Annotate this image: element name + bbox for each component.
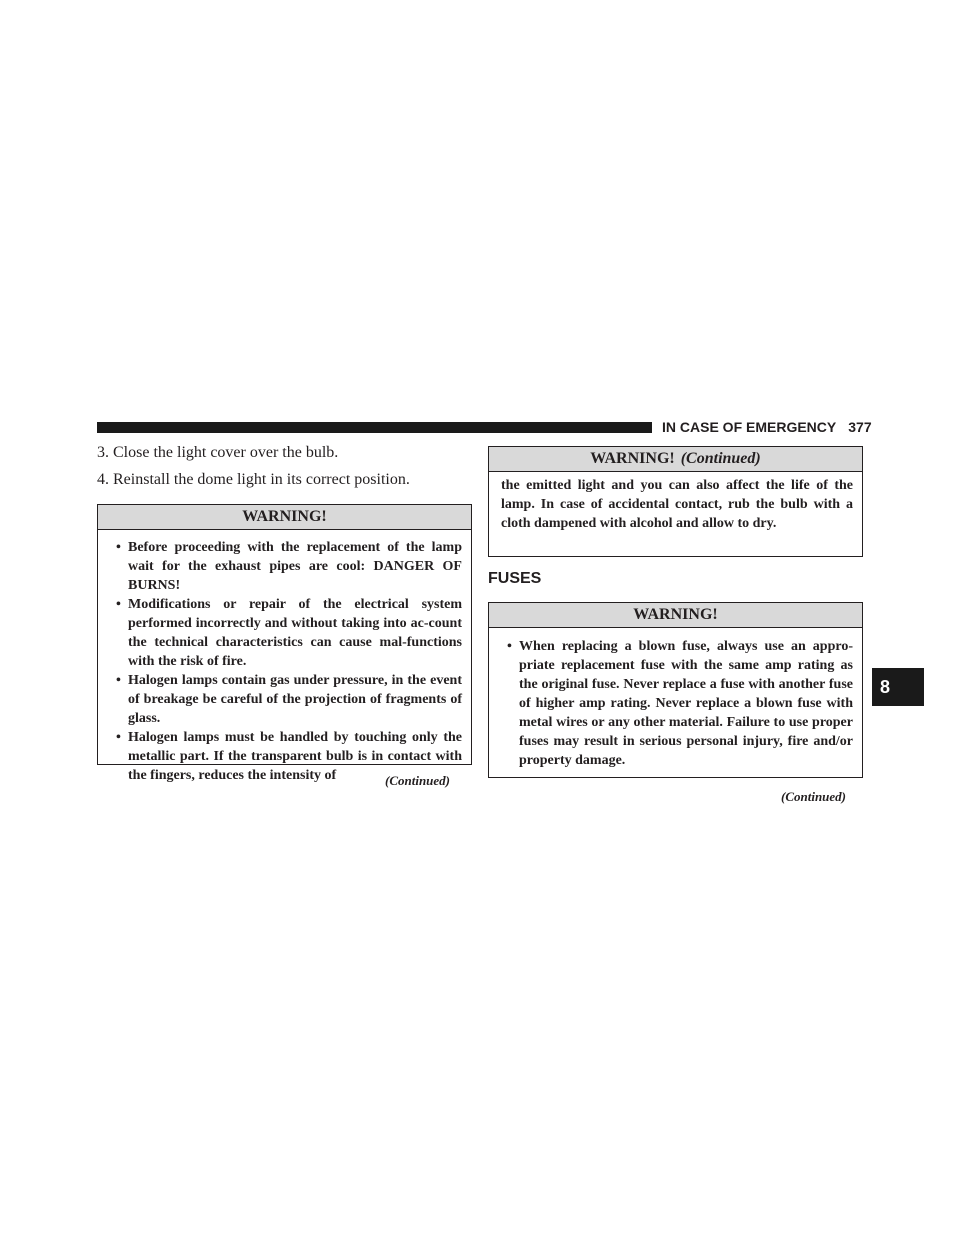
warning-item: • When replacing a blown fuse, always use an appro-priate replacement fuse with the same amp rating as the original fuse. Never replace a fuse with another fuse of higher amp rating. Never replace a blown fuse with metal wires or any other material. Failure to use proper fuses may result in serious personal injury, fire and/or property damage. — [507, 639, 853, 768]
header-section-title: IN CASE OF EMERGENCY — [662, 419, 837, 435]
step-3: 3. Close the light cover over the bulb. — [97, 444, 339, 461]
bullet-icon: • — [507, 639, 512, 654]
bullet-icon: • — [116, 540, 121, 555]
warning-item: • Halogen lamps contain gas under pressure, in the event of breakage be careful of the projection of fragments of glass. — [116, 673, 462, 726]
warning-title: WARNING! — [98, 505, 471, 530]
continued-note-left: (Continued) — [385, 773, 451, 788]
warning-title: WARNING! (Continued) — [489, 447, 862, 472]
page-number: 377 — [848, 419, 872, 435]
warning-continued-text: the emitted light and you can also affect the life of the lamp. In case of accidental contact, rub the bulb with a cloth dampened with alcohol and allow to dry. — [501, 478, 853, 531]
warning-item: • Halogen lamps must be handled by touching only the metallic part. If the transparent bulb is in contact with the fingers, reduces the intensity of — [116, 730, 462, 783]
continued-note-right: (Continued) — [781, 789, 847, 804]
bullet-icon: • — [116, 730, 121, 745]
chapter-number: 8 — [880, 677, 891, 697]
warning-box-fuses — [488, 602, 863, 778]
bullet-icon: • — [116, 597, 121, 612]
chapter-tab — [872, 668, 924, 706]
step-4: 4. Reinstall the dome light in its correct position. — [97, 471, 410, 488]
bullet-icon: • — [116, 673, 121, 688]
warning-box-continued — [488, 446, 863, 557]
section-heading-fuses: FUSES — [488, 570, 542, 587]
warning-item: • Modifications or repair of the electrical system performed incorrectly and without taking into ac-count the technical characteristics can cause mal-functions with the risk of fire. — [116, 597, 462, 669]
warning-title: WARNING! — [489, 603, 862, 628]
warning-list — [98, 530, 471, 793]
header-rule — [97, 422, 652, 433]
warning-list — [489, 628, 862, 778]
warning-item: • Before proceeding with the replacement of the lamp wait for the exhaust pipes are cool: DANGER OF BURNS! — [116, 540, 462, 593]
running-header — [662, 418, 872, 436]
warning-title-continued: (Continued) — [680, 450, 761, 467]
